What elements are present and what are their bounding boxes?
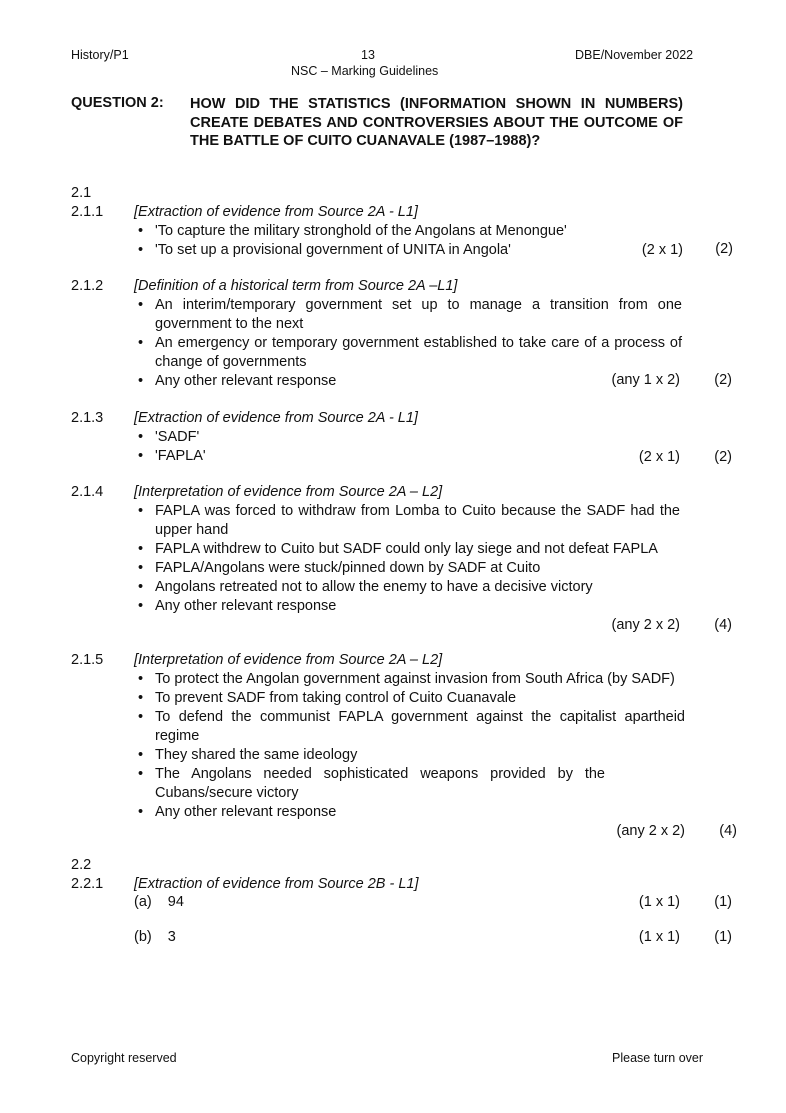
mark-allocation: (any 2 x 2) xyxy=(611,617,680,633)
answer-bullet: • 'SADF' xyxy=(134,428,434,447)
total-marks: (4) xyxy=(719,823,737,839)
footer-right: Please turn over xyxy=(612,1051,704,1065)
answer-bullet: • An interim/temporary government set up to manage a transition from one government to the next xyxy=(134,296,682,334)
instruction: [Interpretation of evidence from Source 2A – L2] xyxy=(134,652,443,668)
header-left: History/P1 xyxy=(71,48,129,62)
mark-allocation: (1 x 1) xyxy=(638,894,680,910)
answer-bullet: • They shared the same ideology xyxy=(134,746,685,765)
page-number: 13 xyxy=(361,48,375,62)
mark-allocation: (1 x 1) xyxy=(638,929,680,945)
question-label: QUESTION 2: xyxy=(71,95,164,111)
answer-bullet: • FAPLA withdrew to Cuito but SADF could only lay siege and not defeat FAPLA xyxy=(134,540,680,559)
header-right: DBE/November 2022 xyxy=(575,48,694,62)
sub-answer-b xyxy=(134,929,176,945)
answer-bullet: • To defend the communist FAPLA government against the capitalist apartheid regime xyxy=(134,708,685,746)
answer-bullet: • To protect the Angolan government against invasion from South Africa (by SADF) xyxy=(134,670,685,689)
sub-answer-a xyxy=(134,894,184,910)
sub-answer-label: (a) xyxy=(134,894,152,910)
sub-answer-label: (b) xyxy=(134,929,152,945)
answer-list xyxy=(134,502,680,616)
total-marks: (2) xyxy=(715,241,733,257)
header-subtitle: NSC – Marking Guidelines xyxy=(291,64,439,78)
answer-bullet: • The Angolans needed sophisticated weapons provided by the Cubans/secure victory xyxy=(134,765,605,803)
instruction: [Extraction of evidence from Source 2A - L1] xyxy=(134,410,418,426)
total-marks: (1) xyxy=(714,929,732,945)
instruction: [Extraction of evidence from Source 2A - L1] xyxy=(134,204,418,220)
footer-left: Copyright reserved xyxy=(71,1051,177,1065)
answer-bullet: • To prevent SADF from taking control of Cuito Cuanavale xyxy=(134,689,685,708)
instruction: [Definition of a historical term from Source 2A –L1] xyxy=(134,278,458,294)
total-marks: (1) xyxy=(714,894,732,910)
answer-list xyxy=(134,670,685,822)
answer-bullet: • FAPLA was forced to withdraw from Lomba to Cuito because the SADF had the upper hand xyxy=(134,502,680,540)
answer-bullet: • An emergency or temporary government established to take care of a process of change of governments xyxy=(134,334,682,372)
question-number: 2.1.4 xyxy=(71,484,104,500)
mark-allocation: (any 1 x 2) xyxy=(611,372,680,388)
answer-list xyxy=(134,222,684,260)
instruction: [Extraction of evidence from Source 2B - L1] xyxy=(134,876,419,892)
question-number: 2.1.5 xyxy=(71,652,104,668)
section-number: 2.1 xyxy=(71,185,92,201)
answer-bullet: • 'To capture the military stronghold of the Angolans at Menongue' xyxy=(134,222,684,241)
mark-allocation: (2 x 1) xyxy=(638,449,680,465)
answer-bullet: • Angolans retreated not to allow the enemy to have a decisive victory xyxy=(134,578,680,597)
answer-bullet: • FAPLA/Angolans were stuck/pinned down by SADF at Cuito xyxy=(134,559,680,578)
section-number: 2.2 xyxy=(71,857,92,873)
total-marks: (2) xyxy=(714,449,732,465)
total-marks: (4) xyxy=(714,617,732,633)
question-text: HOW DID THE STATISTICS (INFORMATION SHOWN IN NUMBERS) CREATE DEBATES AND CONTROVERSIES ABOUT THE OUTCOME OF THE BATTLE OF CUITO CUANAVALE (1987–1988)? xyxy=(190,96,683,149)
answer-list xyxy=(134,428,434,466)
question-number: 2.1.2 xyxy=(71,278,104,294)
question-number: 2.2.1 xyxy=(71,876,104,892)
answer-bullet: • Any other relevant response xyxy=(134,597,680,616)
total-marks: (2) xyxy=(714,372,732,388)
instruction: [Interpretation of evidence from Source 2A – L2] xyxy=(134,484,443,500)
answer-bullet: • 'FAPLA' xyxy=(134,447,434,466)
answer-bullet: • Any other relevant response xyxy=(134,803,685,822)
question-number: 2.1.3 xyxy=(71,410,104,426)
mark-allocation: (2 x 1) xyxy=(641,242,683,258)
sub-answer-value: 94 xyxy=(167,894,184,910)
answer-list xyxy=(134,296,682,391)
answer-bullet: • Any other relevant response xyxy=(134,372,682,391)
sub-answer-value: 3 xyxy=(167,929,176,945)
answer-bullet: • 'To set up a provisional government of UNITA in Angola' xyxy=(134,241,684,260)
mark-allocation: (any 2 x 2) xyxy=(616,823,685,839)
question-number: 2.1.1 xyxy=(71,204,104,220)
